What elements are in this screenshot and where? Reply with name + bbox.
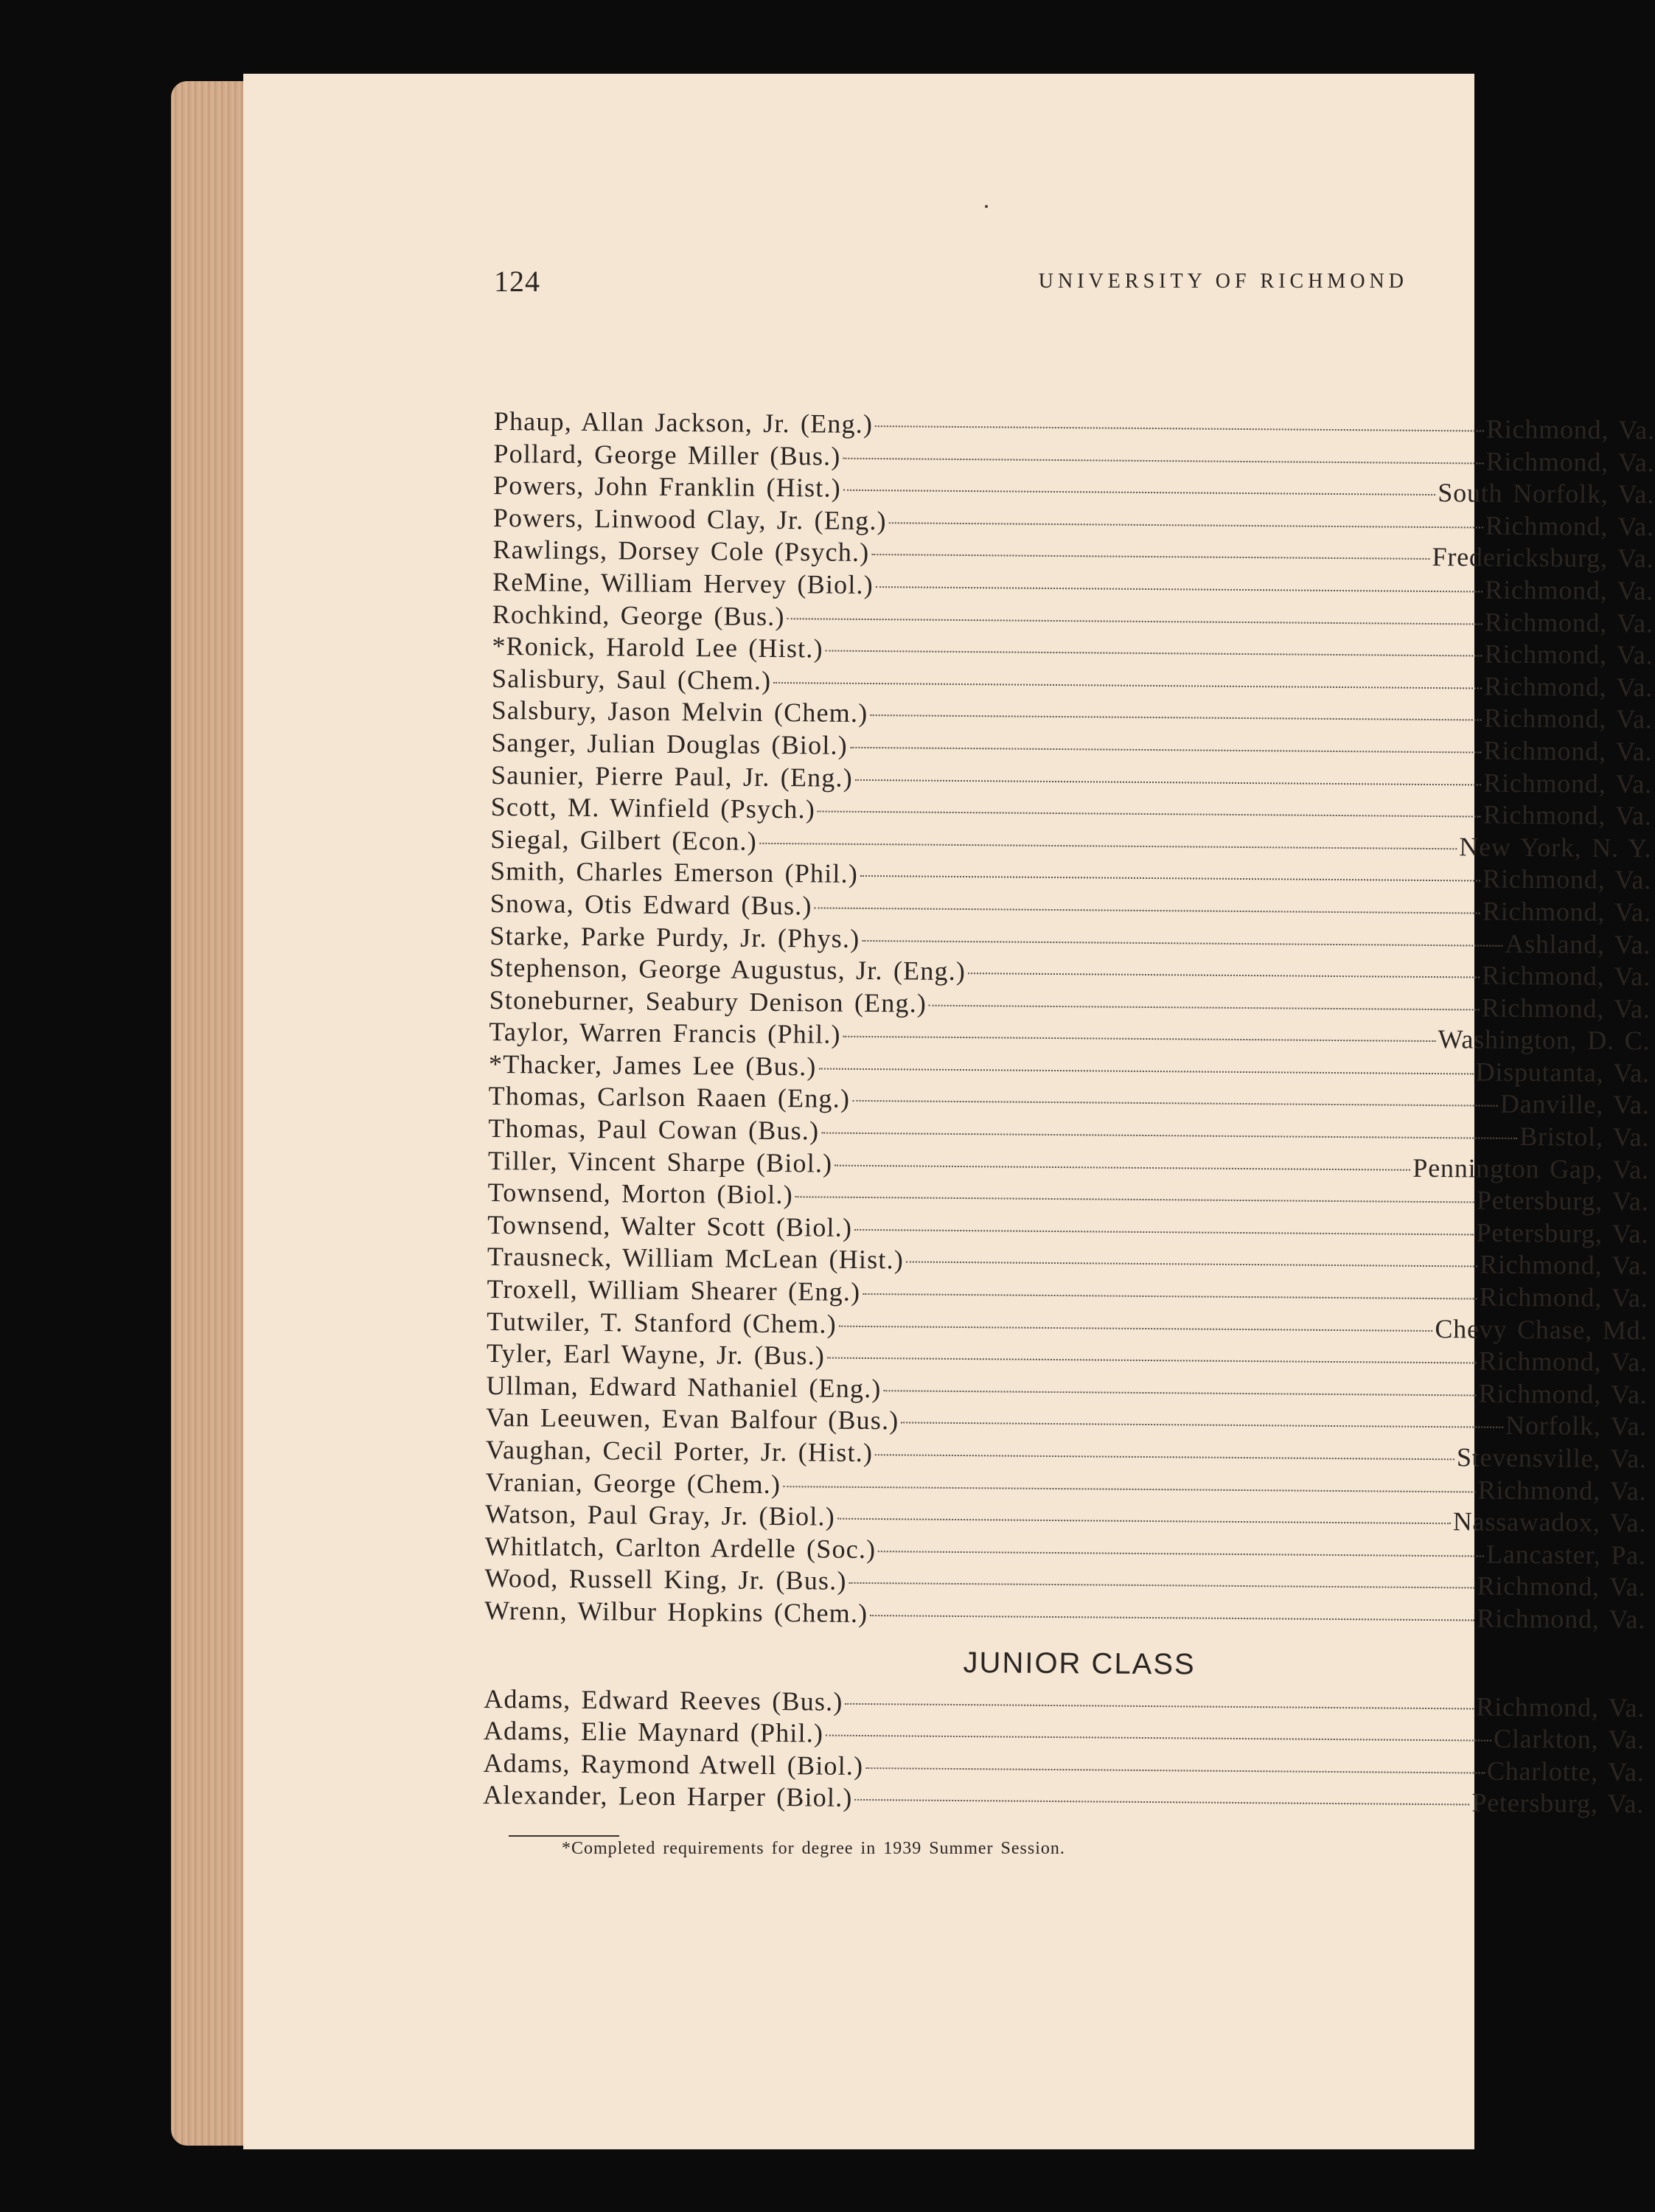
hometown: Richmond, Va. xyxy=(1479,1281,1648,1313)
dot-leader xyxy=(870,1615,1474,1621)
student-name: Powers, Linwood Clay, Jr. (Eng.) xyxy=(492,502,887,535)
hometown: Richmond, Va. xyxy=(1485,574,1654,606)
hometown: Petersburg, Va. xyxy=(1476,1217,1649,1249)
dot-leader xyxy=(843,457,1484,464)
student-name: Sanger, Julian Douglas (Biol.) xyxy=(491,727,849,760)
footnote: *Completed requirements for degree in 1939 Summer Session. xyxy=(562,1839,1065,1858)
hometown: Richmond, Va. xyxy=(1484,639,1654,670)
hometown: Richmond, Va. xyxy=(1481,992,1651,1024)
dot-leader xyxy=(843,490,1435,495)
hometown: Richmond, Va. xyxy=(1477,1603,1646,1635)
student-name: Starke, Parke Purdy, Jr. (Phys.) xyxy=(489,920,860,953)
dot-leader xyxy=(875,425,1484,431)
student-name: Tiller, Vincent Sharpe (Biol.) xyxy=(487,1145,833,1178)
dot-leader xyxy=(875,1454,1454,1460)
hometown: Richmond, Va. xyxy=(1482,799,1652,831)
hometown: Lancaster, Pa. xyxy=(1485,1539,1646,1571)
book-page-edges xyxy=(171,81,245,2146)
hometown: Nassawadox, Va. xyxy=(1452,1506,1647,1538)
student-name: Townsend, Morton (Biol.) xyxy=(487,1178,794,1210)
hometown: Washington, D. C. xyxy=(1438,1024,1651,1056)
hometown: Richmond, Va. xyxy=(1485,414,1655,445)
hometown: Richmond, Va. xyxy=(1482,960,1651,992)
dot-leader xyxy=(901,1422,1503,1428)
dot-leader xyxy=(818,811,1481,818)
student-name: Siegal, Gilbert (Econ.) xyxy=(490,824,758,856)
student-name: Watson, Paul Gray, Jr. (Biol.) xyxy=(485,1499,836,1531)
student-name: Salsbury, Jason Melvin (Chem.) xyxy=(491,695,868,728)
student-name: Vaughan, Cecil Porter, Jr. (Hist.) xyxy=(485,1434,874,1468)
hometown: Richmond, Va. xyxy=(1477,1571,1646,1602)
dot-leader xyxy=(821,1133,1517,1139)
student-name: Ullman, Edward Nathaniel (Eng.) xyxy=(486,1370,882,1403)
senior-entries xyxy=(484,406,1655,1636)
student-name: Vranian, George (Chem.) xyxy=(485,1467,781,1499)
student-name: Van Leeuwen, Evan Balfour (Bus.) xyxy=(486,1402,899,1436)
student-name: Adams, Elie Maynard (Phil.) xyxy=(483,1716,824,1748)
student-name: Pollard, George Miller (Bus.) xyxy=(493,438,841,471)
hometown: Bristol, Va. xyxy=(1519,1121,1650,1152)
hometown: Pennington Gap, Va. xyxy=(1412,1152,1650,1184)
dot-leader xyxy=(837,1518,1451,1525)
hometown: Fredericksburg, Va. xyxy=(1432,542,1654,574)
dot-leader xyxy=(865,1767,1485,1774)
student-name: Smith, Charles Emerson (Phil.) xyxy=(489,856,859,889)
dot-leader xyxy=(968,973,1480,978)
dot-leader xyxy=(906,1262,1477,1267)
dot-leader xyxy=(845,1703,1474,1709)
student-name: Salisbury, Saul (Chem.) xyxy=(491,663,772,695)
student-name: Adams, Raymond Atwell (Biol.) xyxy=(483,1747,864,1781)
dot-leader xyxy=(759,843,1457,849)
student-name: Taylor, Warren Francis (Phil.) xyxy=(489,1017,841,1050)
dot-leader xyxy=(929,1004,1480,1010)
dot-leader xyxy=(850,747,1482,754)
student-name: Adams, Edward Reeves (Bus.) xyxy=(484,1683,843,1717)
hometown: Richmond, Va. xyxy=(1485,446,1655,477)
student-name: Stoneburner, Seabury Denison (Eng.) xyxy=(489,984,927,1018)
hometown: Richmond, Va. xyxy=(1480,1249,1649,1281)
dot-leader xyxy=(819,1068,1474,1074)
ink-speck xyxy=(985,205,988,208)
student-name: Powers, John Franklin (Hist.) xyxy=(492,470,842,503)
hometown: Richmond, Va. xyxy=(1478,1346,1648,1377)
student-name: Wrenn, Wilbur Hopkins (Chem.) xyxy=(484,1595,868,1629)
student-name: *Thacker, James Lee (Bus.) xyxy=(488,1048,817,1082)
hometown: Richmond, Va. xyxy=(1482,863,1652,895)
student-name: *Ronick, Harold Lee (Hist.) xyxy=(492,631,823,664)
junior-entries xyxy=(483,1683,1645,1821)
page-header xyxy=(243,264,1474,308)
student-list xyxy=(483,406,1655,1820)
dot-leader xyxy=(878,1551,1484,1557)
student-name: Thomas, Paul Cowan (Bus.) xyxy=(488,1113,820,1146)
hometown: Richmond, Va. xyxy=(1478,1378,1648,1410)
hometown: Richmond, Va. xyxy=(1477,1475,1647,1506)
hometown: Richmond, Va. xyxy=(1485,510,1654,542)
student-name: Tutwiler, T. Stanford (Chem.) xyxy=(487,1306,837,1339)
hometown: Richmond, Va. xyxy=(1476,1691,1645,1722)
section-heading-junior-class: JUNIOR CLASS xyxy=(963,1646,1196,1681)
dot-leader xyxy=(852,1100,1498,1107)
hometown: New York, N. Y. xyxy=(1459,832,1652,863)
dot-leader xyxy=(863,1293,1477,1300)
student-name: Whitlatch, Carlton Ardelle (Soc.) xyxy=(484,1531,877,1564)
hometown: South Norfolk, Va. xyxy=(1438,478,1655,509)
dot-leader xyxy=(889,522,1483,528)
student-name: Troxell, William Shearer (Eng.) xyxy=(487,1273,861,1307)
dot-leader xyxy=(787,618,1482,625)
hometown: Richmond, Va. xyxy=(1484,671,1654,703)
student-name: Scott, M. Winfield (Psych.) xyxy=(490,792,816,824)
book-page xyxy=(243,74,1655,2149)
hometown: Petersburg, Va. xyxy=(1476,1185,1649,1217)
hometown: Richmond, Va. xyxy=(1482,896,1651,928)
dot-leader xyxy=(854,1229,1474,1236)
dot-leader xyxy=(855,1799,1470,1806)
student-name: Alexander, Leon Harper (Biol.) xyxy=(483,1780,853,1813)
hometown: Richmond, Va. xyxy=(1483,735,1653,767)
student-name: Phaup, Allan Jackson, Jr. (Eng.) xyxy=(493,406,874,439)
hometown: Richmond, Va. xyxy=(1483,703,1653,734)
dot-leader xyxy=(783,1486,1476,1492)
dot-leader xyxy=(815,907,1480,914)
running-title: UNIVERSITY OF RICHMOND xyxy=(1038,270,1408,293)
student-name: Rochkind, George (Bus.) xyxy=(492,599,785,631)
dot-leader xyxy=(884,1390,1477,1396)
student-name: Saunier, Pierre Paul, Jr. (Eng.) xyxy=(490,759,854,793)
dot-leader xyxy=(839,1325,1433,1331)
student-name: Townsend, Walter Scott (Biol.) xyxy=(487,1209,853,1242)
dot-leader xyxy=(773,682,1482,689)
hometown: Disputanta, Va. xyxy=(1475,1057,1651,1088)
student-name: Trausneck, William McLean (Hist.) xyxy=(487,1242,905,1275)
dot-leader xyxy=(855,779,1481,785)
dot-leader xyxy=(795,1196,1474,1203)
dot-leader xyxy=(870,714,1482,721)
dot-leader xyxy=(862,939,1502,946)
hometown: Petersburg, Va. xyxy=(1471,1787,1645,1819)
dot-leader xyxy=(826,650,1482,657)
footnote-rule xyxy=(509,1835,619,1837)
student-name: Wood, Russell King, Jr. (Bus.) xyxy=(484,1563,847,1596)
hometown: Stevensville, Va. xyxy=(1456,1442,1647,1474)
student-name: Thomas, Carlson Raaen (Eng.) xyxy=(488,1081,851,1114)
hometown: Norfolk, Va. xyxy=(1505,1411,1648,1441)
student-name: Snowa, Otis Edward (Bus.) xyxy=(489,888,812,921)
dot-leader xyxy=(871,554,1429,560)
page-number: 124 xyxy=(494,265,540,298)
hometown: Richmond, Va. xyxy=(1483,768,1653,799)
student-name: Rawlings, Dorsey Cole (Psych.) xyxy=(492,535,870,568)
dot-leader xyxy=(860,875,1480,882)
dot-leader xyxy=(843,1036,1436,1042)
hometown: Richmond, Va. xyxy=(1484,607,1654,638)
student-name: ReMine, William Hervey (Biol.) xyxy=(492,566,874,600)
dot-leader xyxy=(876,586,1482,592)
hometown: Clarkton, Va. xyxy=(1493,1723,1645,1755)
hometown: Ashland, Va. xyxy=(1505,928,1651,959)
dot-leader xyxy=(826,1735,1491,1742)
dot-leader xyxy=(835,1164,1410,1170)
hometown: Charlotte, Va. xyxy=(1486,1756,1645,1787)
student-name: Stephenson, George Augustus, Jr. (Eng.) xyxy=(489,953,966,987)
hometown: Chevy Chase, Md. xyxy=(1435,1313,1648,1345)
dot-leader xyxy=(849,1582,1475,1589)
hometown: Danville, Va. xyxy=(1499,1089,1650,1120)
dot-leader xyxy=(827,1357,1477,1364)
student-name: Tyler, Earl Wayne, Jr. (Bus.) xyxy=(486,1338,826,1371)
